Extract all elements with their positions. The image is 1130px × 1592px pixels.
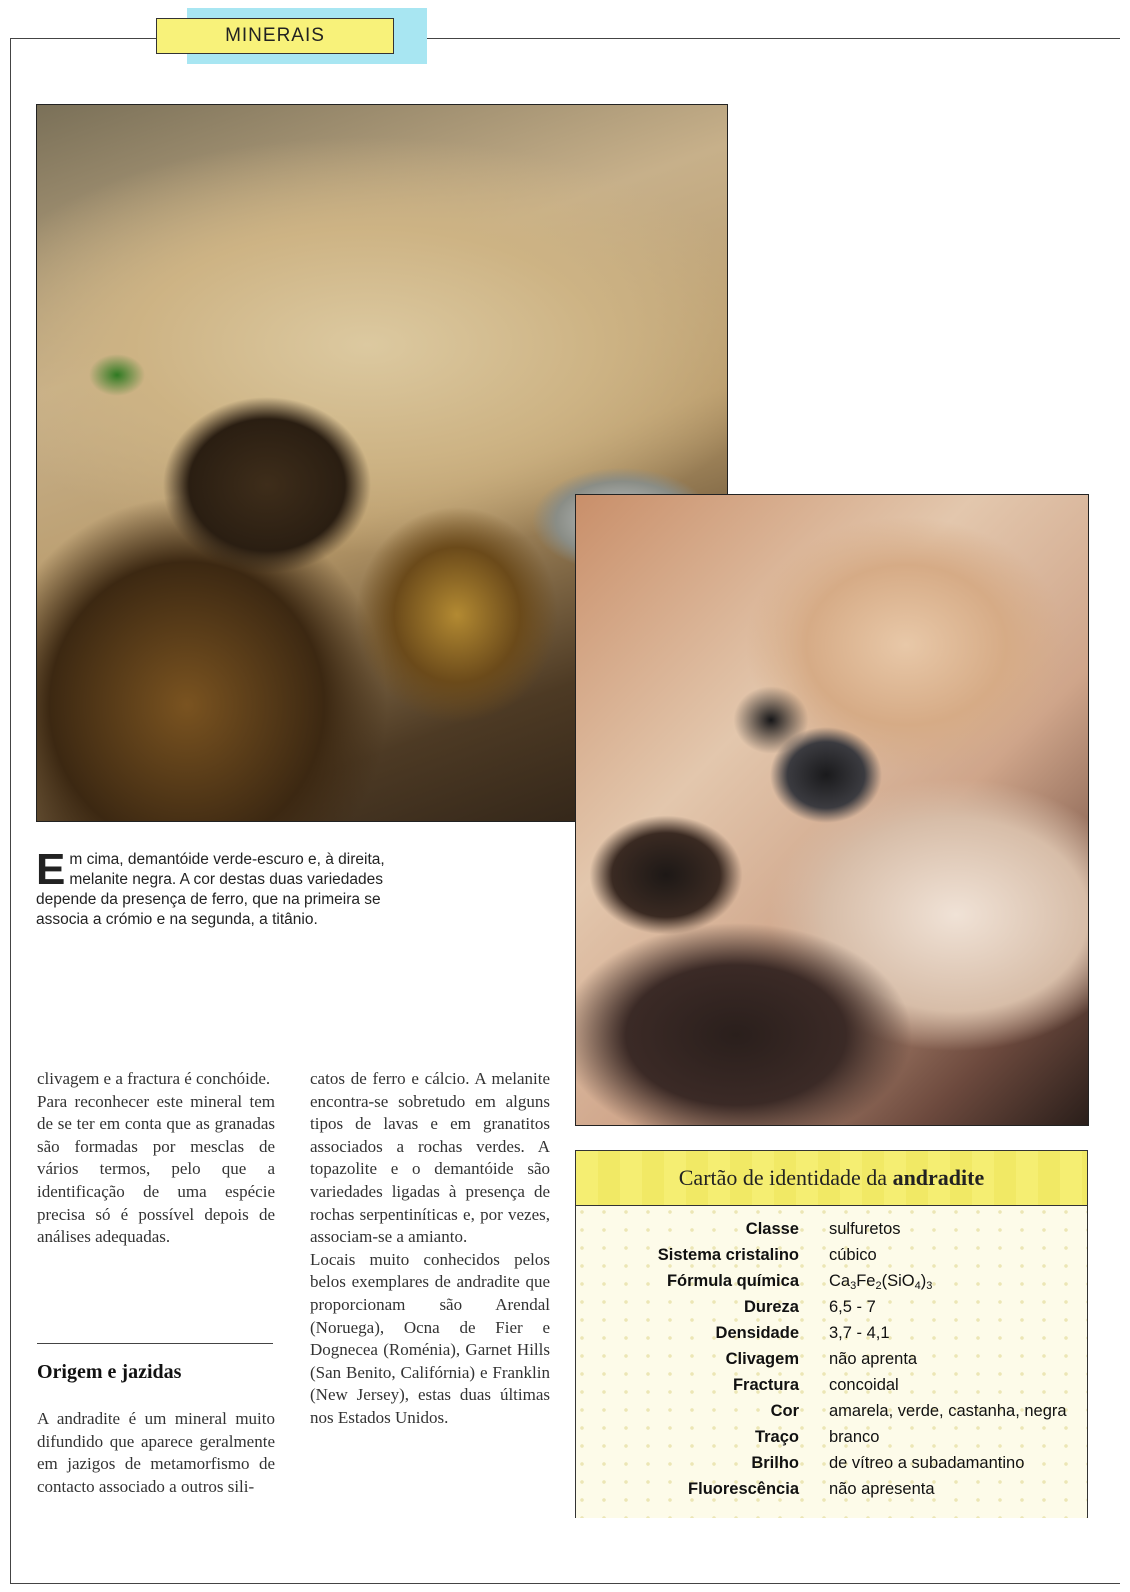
property-label: Classe	[745, 1219, 799, 1238]
property-label: Clivagem	[725, 1349, 799, 1368]
formula-subscript: 4	[914, 1279, 921, 1292]
formula-subscript: 3	[850, 1279, 857, 1292]
paragraph: clivagem e a fractura é conchóide.	[37, 1069, 271, 1088]
formula-subscript: 2	[875, 1279, 882, 1292]
property-row	[576, 1320, 1087, 1346]
property-row	[576, 1294, 1087, 1320]
identity-card-header	[576, 1151, 1087, 1206]
property-value: concoidal	[829, 1375, 899, 1394]
property-label: Fórmula química	[666, 1271, 799, 1290]
identity-card-title-prefix: Cartão de identidade da	[678, 1165, 893, 1190]
formula-subscript: 3	[926, 1279, 933, 1292]
property-value: 6,5 - 7	[829, 1297, 876, 1316]
chemical-formula	[829, 1272, 932, 1291]
property-row	[576, 1398, 1087, 1424]
property-value: não apresenta	[829, 1479, 935, 1498]
property-label: Cor	[770, 1401, 799, 1420]
property-label: Fluorescência	[688, 1479, 799, 1498]
identity-card-body	[576, 1206, 1087, 1518]
text-column-1-continued	[37, 1408, 275, 1498]
property-value: de vítreo a subadamantino	[829, 1453, 1025, 1472]
photo-caption	[36, 845, 436, 930]
formula-part: Ca	[829, 1271, 851, 1290]
property-value: amarela, verde, castanha, negra	[829, 1401, 1067, 1420]
text-column-2	[310, 1068, 550, 1430]
paragraph: Para reconhecer este mineral tem de se ter em conta que as granadas são formadas por mesclas de vários termos, pelo que a identificação de uma espécie precisa só é possível depois de análises adequadas.	[37, 1091, 275, 1247]
property-row	[576, 1372, 1087, 1398]
identity-card	[575, 1150, 1088, 1518]
formula-part: )	[920, 1271, 927, 1290]
property-row	[576, 1424, 1087, 1450]
property-row	[576, 1346, 1087, 1372]
property-label: Densidade	[715, 1323, 799, 1342]
property-row	[576, 1242, 1087, 1268]
section-heading: Origem e jazidas	[37, 1361, 182, 1383]
identity-card-title	[679, 1165, 985, 1191]
caption-dropcap: E	[36, 845, 66, 894]
paragraph: catos de ferro e cálcio. A melanite encontra-se sobretudo em alguns tipos de lavas e em granatitos associados a rochas verdes. A topazolite e o demantóide são variedades ligadas à presença de rochas serpentiníticas e, por vezes, associam-se a amianto.	[310, 1069, 550, 1247]
property-row	[576, 1268, 1087, 1294]
page-frame-left	[10, 38, 11, 1583]
paragraph: Locais muito conhecidos pelos belos exemplares de andradite que proporcionam são Arendal (Noruega), Ocna de Fier e Dognecea (Roménia), Garnet Hills (San Benito, Califórnia) e Franklin (New Jersey), estas duas últimas nos Estados Unidos.	[310, 1249, 550, 1427]
property-row	[576, 1476, 1087, 1502]
property-value: sulfuretos	[829, 1219, 901, 1238]
section-tab	[156, 18, 394, 54]
property-value: branco	[829, 1427, 880, 1446]
property-label: Sistema cristalino	[657, 1245, 799, 1264]
property-label: Fractura	[732, 1375, 799, 1394]
photo-melanite	[575, 494, 1089, 1126]
property-label: Traço	[754, 1427, 799, 1446]
property-value: não aprenta	[829, 1349, 918, 1368]
property-label: Dureza	[743, 1297, 799, 1316]
section-divider	[37, 1343, 273, 1344]
property-value: cúbico	[829, 1245, 877, 1264]
paragraph: A andradite é um mineral muito difundido que aparece geralmente em jazigos de metamorfismo de contacto associado a outros sili-	[37, 1409, 275, 1496]
property-label: Brilho	[751, 1453, 799, 1472]
property-row	[576, 1450, 1087, 1476]
property-value: 3,7 - 4,1	[829, 1323, 890, 1342]
page-frame-bottom	[10, 1583, 1120, 1584]
caption-text: m cima, demantóide verde-escuro e, à direita, melanite negra. A cor destas duas variedades depende da presença de ferro, que na primeira se associa a crómio e na segunda, a titânio.	[36, 851, 385, 928]
text-column-1	[37, 1068, 275, 1249]
formula-part: Fe	[856, 1271, 876, 1290]
formula-part: (SiO	[881, 1271, 915, 1290]
property-row	[576, 1216, 1087, 1242]
identity-card-title-mineral: andradite	[892, 1165, 985, 1190]
section-tab-label: MINERAIS	[225, 25, 325, 46]
